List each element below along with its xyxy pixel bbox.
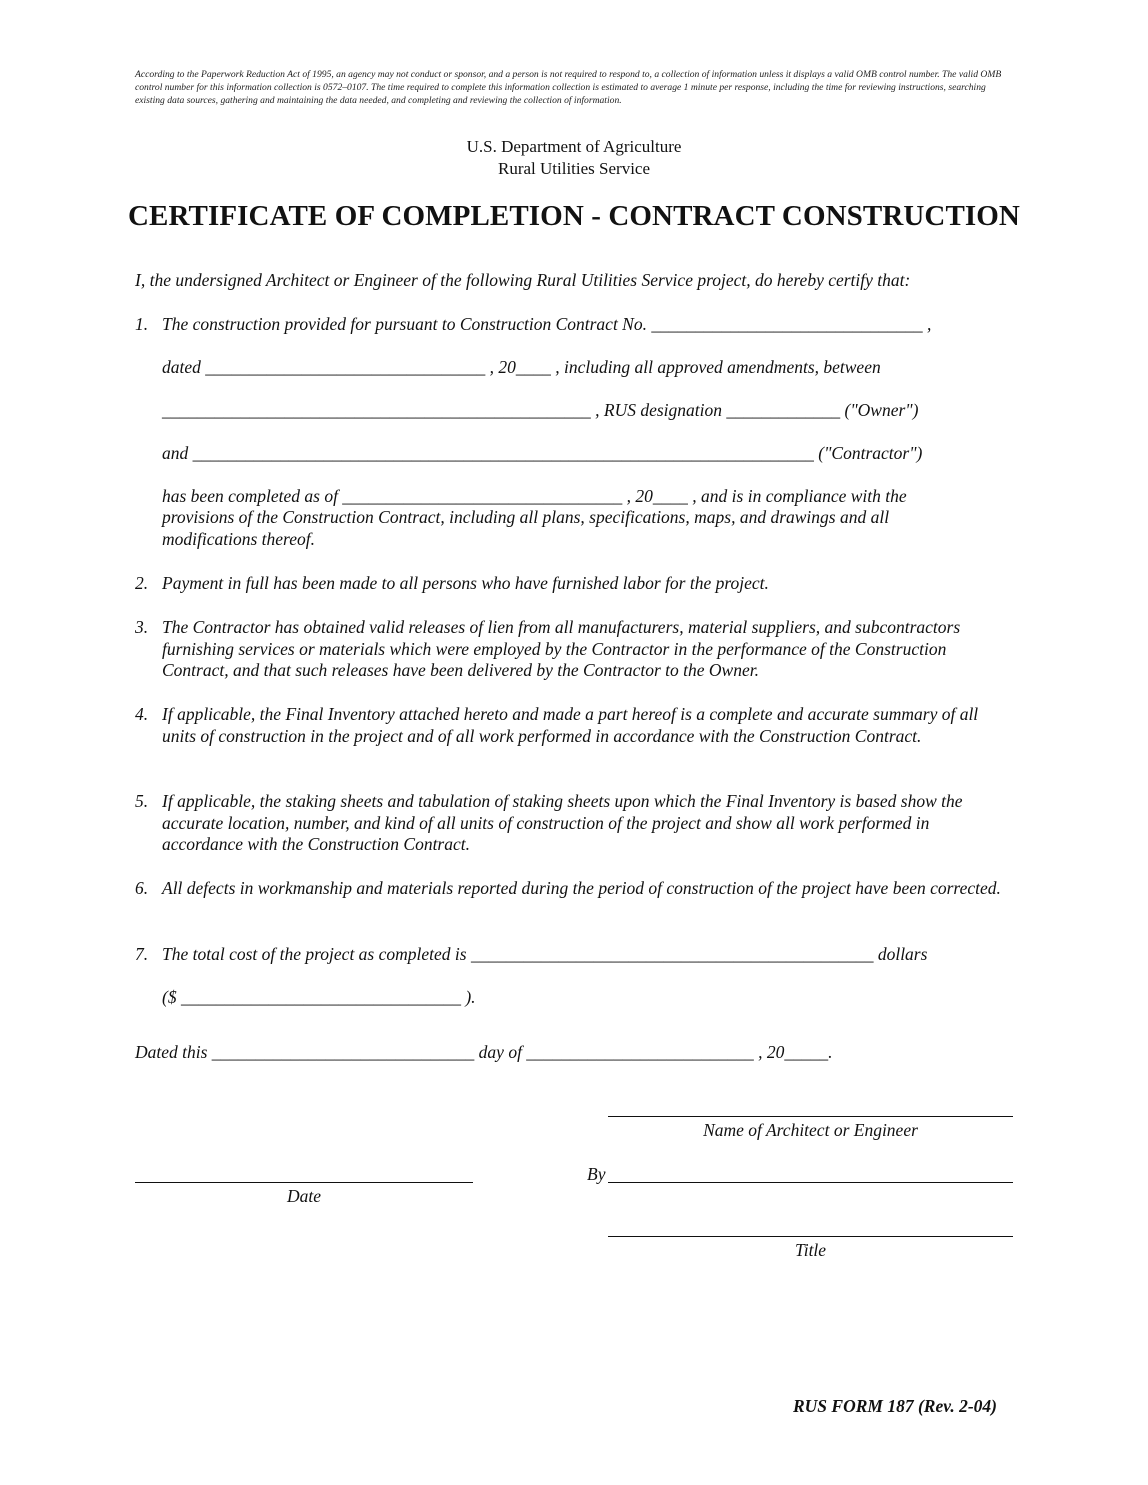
service-name: Rural Utilities Service [497, 159, 651, 178]
contractor-line[interactable]: and _______________________________________________________________________ ("Contractor") [162, 443, 923, 463]
certification-item: If applicable, the Final Inventory attached hereto and made a part hereof is a complete and accurate summary of all units of construction in the project and of all work performed in accordance with the Construction Contract. [162, 704, 979, 746]
item-number: 2. [135, 573, 149, 593]
date-label: Date [286, 1186, 322, 1206]
item-number: 4. [135, 704, 149, 724]
total-cost-line[interactable]: The total cost of the project as completed is ______________________________________________ dollars [162, 944, 928, 964]
certification-item: Payment in full has been made to all persons who have furnished labor for the project. [162, 573, 769, 593]
certification-item: If applicable, the staking sheets and tabulation of staking sheets upon which the Final Inventory is based show the accurate location, number, and kind of all units of construction of the project and show all work performed in accordance with the Construction Contract. [162, 791, 963, 854]
by-label: By [587, 1164, 606, 1184]
item-number: 1. [135, 314, 149, 334]
completion-date-line[interactable]: has been completed as of ________________________________ , 20____ , and is in compliance with the [162, 486, 907, 506]
paperwork-notice: According to the Paperwork Reduction Act of 1995, an agency may not conduct or sponsor, and a person is not required to respond to, a collection of information unless it displays a valid OMB control number. The valid OMB control number for this information collection is 0572–0107. The time required to complete this information collection is estimated to average 1 minute per response, including the time for reviewing instructions, searching existing data sources, gathering and maintaining the data needed, and completing and reviewing the collection of information. [135, 69, 1002, 106]
name-signature-rule[interactable] [608, 1116, 1013, 1117]
title-label: Title [794, 1240, 827, 1260]
contract-number-line[interactable]: The construction provided for pursuant to Construction Contract No. _______________________________ , [162, 314, 932, 334]
department-name: U.S. Department of Agriculture [466, 137, 682, 156]
owner-line[interactable]: _________________________________________________ , RUS designation _____________ ("Owner") [162, 400, 919, 420]
contract-date-line[interactable]: dated ________________________________ , 20____ , including all approved amendments, between [162, 357, 881, 377]
by-signature-rule[interactable] [608, 1182, 1013, 1183]
item-number: 5. [135, 791, 149, 811]
item1-text-cont: provisions of the Construction Contract, including all plans, specifications, maps, and drawings and all [162, 507, 890, 527]
title-signature-rule[interactable] [608, 1236, 1013, 1237]
page-title: CERTIFICATE OF COMPLETION - CONTRACT CONSTRUCTION [128, 200, 1020, 232]
item-number: 6. [135, 878, 149, 898]
total-cost-amount-line[interactable]: ($ ________________________________ ). [162, 987, 476, 1007]
certification-item: The Contractor has obtained valid releases of lien from all manufacturers, material suppliers, and subcontractors furnishing services or materials which were employed by the Contractor in the performance of the Construction Contract, and that such releases have been delivered by the Contractor to the Owner. [162, 617, 961, 680]
item-number: 3. [135, 617, 149, 637]
intro-statement: I, the undersigned Architect or Engineer of the following Rural Utilities Service project, do hereby certify that: [135, 270, 911, 290]
date-signature-rule[interactable] [135, 1182, 473, 1183]
certification-item: All defects in workmanship and materials reported during the period of construction of the project have been corrected. [162, 878, 1001, 898]
name-label: Name of Architect or Engineer [703, 1120, 918, 1140]
dated-line[interactable]: Dated this ______________________________ day of __________________________ , 20_____. [135, 1042, 833, 1062]
item-number: 7. [135, 944, 149, 964]
item1-text-end: modifications thereof. [162, 529, 315, 549]
form-number: RUS FORM 187 (Rev. 2-04) [793, 1396, 998, 1416]
